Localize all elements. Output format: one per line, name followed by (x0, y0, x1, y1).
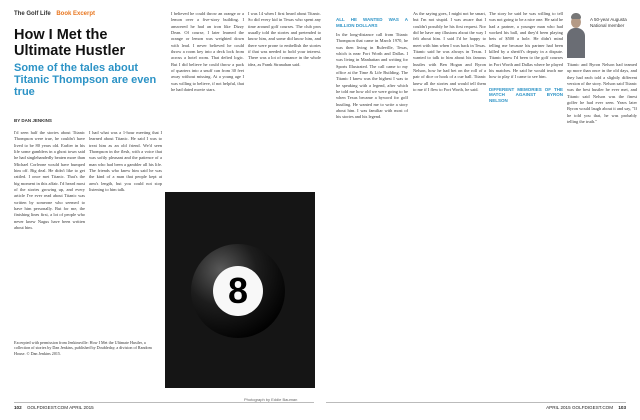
issue-date-right: APRIL 2015 (546, 405, 571, 410)
body-column-2: I had what was a 1-hour meeting that I learned about Titanic. He said I was to treat him as an old friend. We'd seen Thompson in the flesh, with a voice that was softly pleasant and the patience of a man who had been a gambler all his life. The friends who knew him said he was the kind of a man that people kept at arm's length, but you could not stop listening to him talk. (89, 130, 162, 193)
body-column-7 (489, 11, 563, 377)
issue-date-left: APRIL 2015 (69, 405, 94, 410)
footer-right (546, 405, 626, 410)
body-column-5-text: In the long-distance call from Titanic Thompson that came in March 1970, he was then living in Ruleville, Texas, which is near Fort Worth and Dallas. I was living in Manhattan and writing for Sports Illustrated. The call came to my office at the Time & Life Building. The Titanic I knew was the highest I was to be speaking with a legend, after which he told me how old we were going to be when Texas became a byword for golf hustling. He wanted me to write a story about him. I was familiar with most of his stories and his legend. (336, 32, 408, 120)
footer-left (14, 405, 94, 410)
article-dek: Some of the tales about Titanic Thompson are even true (14, 62, 157, 98)
body-column-7-text: The story he said he was willing to tell was not going to be a nice one. He said he had a partner, a younger man who had worked his ball, and they'd been playing bets of $500 a hole. He didn't mind telling me because his partner had been killed by a sheriff's deputy in a dispute. Titanic knew I'd been to the golf courses in Fort Worth and Dallas where he played his matches. He said he would teach me how to play if I came to see him. (489, 11, 563, 80)
page-number-left: 102 (14, 405, 22, 410)
footer-rule-left (14, 402, 314, 403)
inset-caption: A 50-year Augusta National member (590, 17, 627, 28)
footer-rule-right (326, 402, 626, 403)
article-headline: How I Met the Ultimate Hustler (14, 27, 126, 59)
excerpt-note: Excerpted with permission from Jenkinsville: How I Met the Ultimate Hustler, a collection of stories by Dan Jenkins, published by Doubleday, a division of Random House. © Dan Jenkins 2015. (14, 340, 152, 356)
body-column-8: Titanic and Byron Nelson had teamed up more than once in the old days, and they had each told a slightly different version of the story. Nelson said Titanic was the best hustler he ever met, and Titanic said Nelson was the finest golfer he had ever seen. Years later Byron would laugh about it and say, "If he told you that, he was probably telling the truth." (567, 62, 637, 125)
body-column-3: I believed he could throw an orange or a lemon over a five-story building. I answered he had an iron like Dizzy Dean. Of course, I later learned the orange or lemon was weighted down with lead. I never believed he could throw a room key into a deck lock from across a hotel room. That defied logic. But I did believe he could throw a pack of quarters into a snuff can from 30 feet away without missing. At a young age I was willing to believe, if not helpful, that he had dated movie stars. (171, 11, 244, 93)
body-column-1: I'd seen half the stories about Titanic Thompson were true, he couldn't have lived to be 80 years old. Earlier in his life some gamblers in a ghost town said he had singlehandedly beaten more than Michael Corleone would have bumped him off. Big deal. He didn't like to get rattled. I once met Titanic. That's the big moment in this affair. I'd heard most of the stories growing up, and every article I've ever read about Titanic was written by someone who seemed to have him personally. But for me, the finishing lines first, a lot of people who never knew Nagus have been written about him. (14, 130, 85, 231)
subhead-2: DIFFERENT MEMORIES OF THE MATCH AGAINST BYRON NELSON (489, 86, 563, 103)
section-name: The Golf Life (14, 11, 51, 17)
eight-ball-icon (191, 244, 285, 338)
subsection-name: Book Excerpt (56, 11, 96, 17)
site-left: GOLFDIGEST.COM (26, 405, 69, 410)
body-column-4: I was 14 when I first heard about Titanic. So did every kid in Texas who spent any time around golf courses. The club pros usually told the stories and pretended to know him, and some did know him, and there were prone to embellish the stories if that was needed to hold your interest. There was a lot of romance in the whole idea, as Frank Stranahan said. (248, 11, 321, 67)
eight-ball-photo (165, 192, 315, 388)
portrait-hair (571, 13, 581, 19)
photo-credit: Photograph by Eddie Bauman (244, 397, 298, 402)
body-column-5 (336, 11, 408, 377)
site-right: GOLFDIGEST.COM (571, 405, 614, 410)
body-column-6: As the saying goes, I might not be smart, but I'm not stupid. I was aware that I couldn't possibly be his first request. Nor did he have any illusions about the way I felt about him. I said I'd be happy to meet with him when I was back in Texas. Titanic said he was always in Texas. I wanted to talk to him about his famous hustles with Ben Hogan and Byron Nelson, how he had bet on the roll of a pair of dice or hook of a cue ball. Titanic knew all the stories and would tell them to me if I flew to Fort Worth, he said. (413, 11, 486, 93)
ball-number: 8 (213, 266, 263, 316)
page-number-right: 103 (618, 405, 626, 410)
article-byline: BY DAN JENKINS (14, 118, 52, 123)
section-kicker (14, 11, 95, 17)
author-portrait (566, 10, 586, 58)
subhead-1: ALL HE WANTED WAS A MILLION DOLLARS (336, 17, 408, 28)
portrait-body (567, 28, 585, 58)
